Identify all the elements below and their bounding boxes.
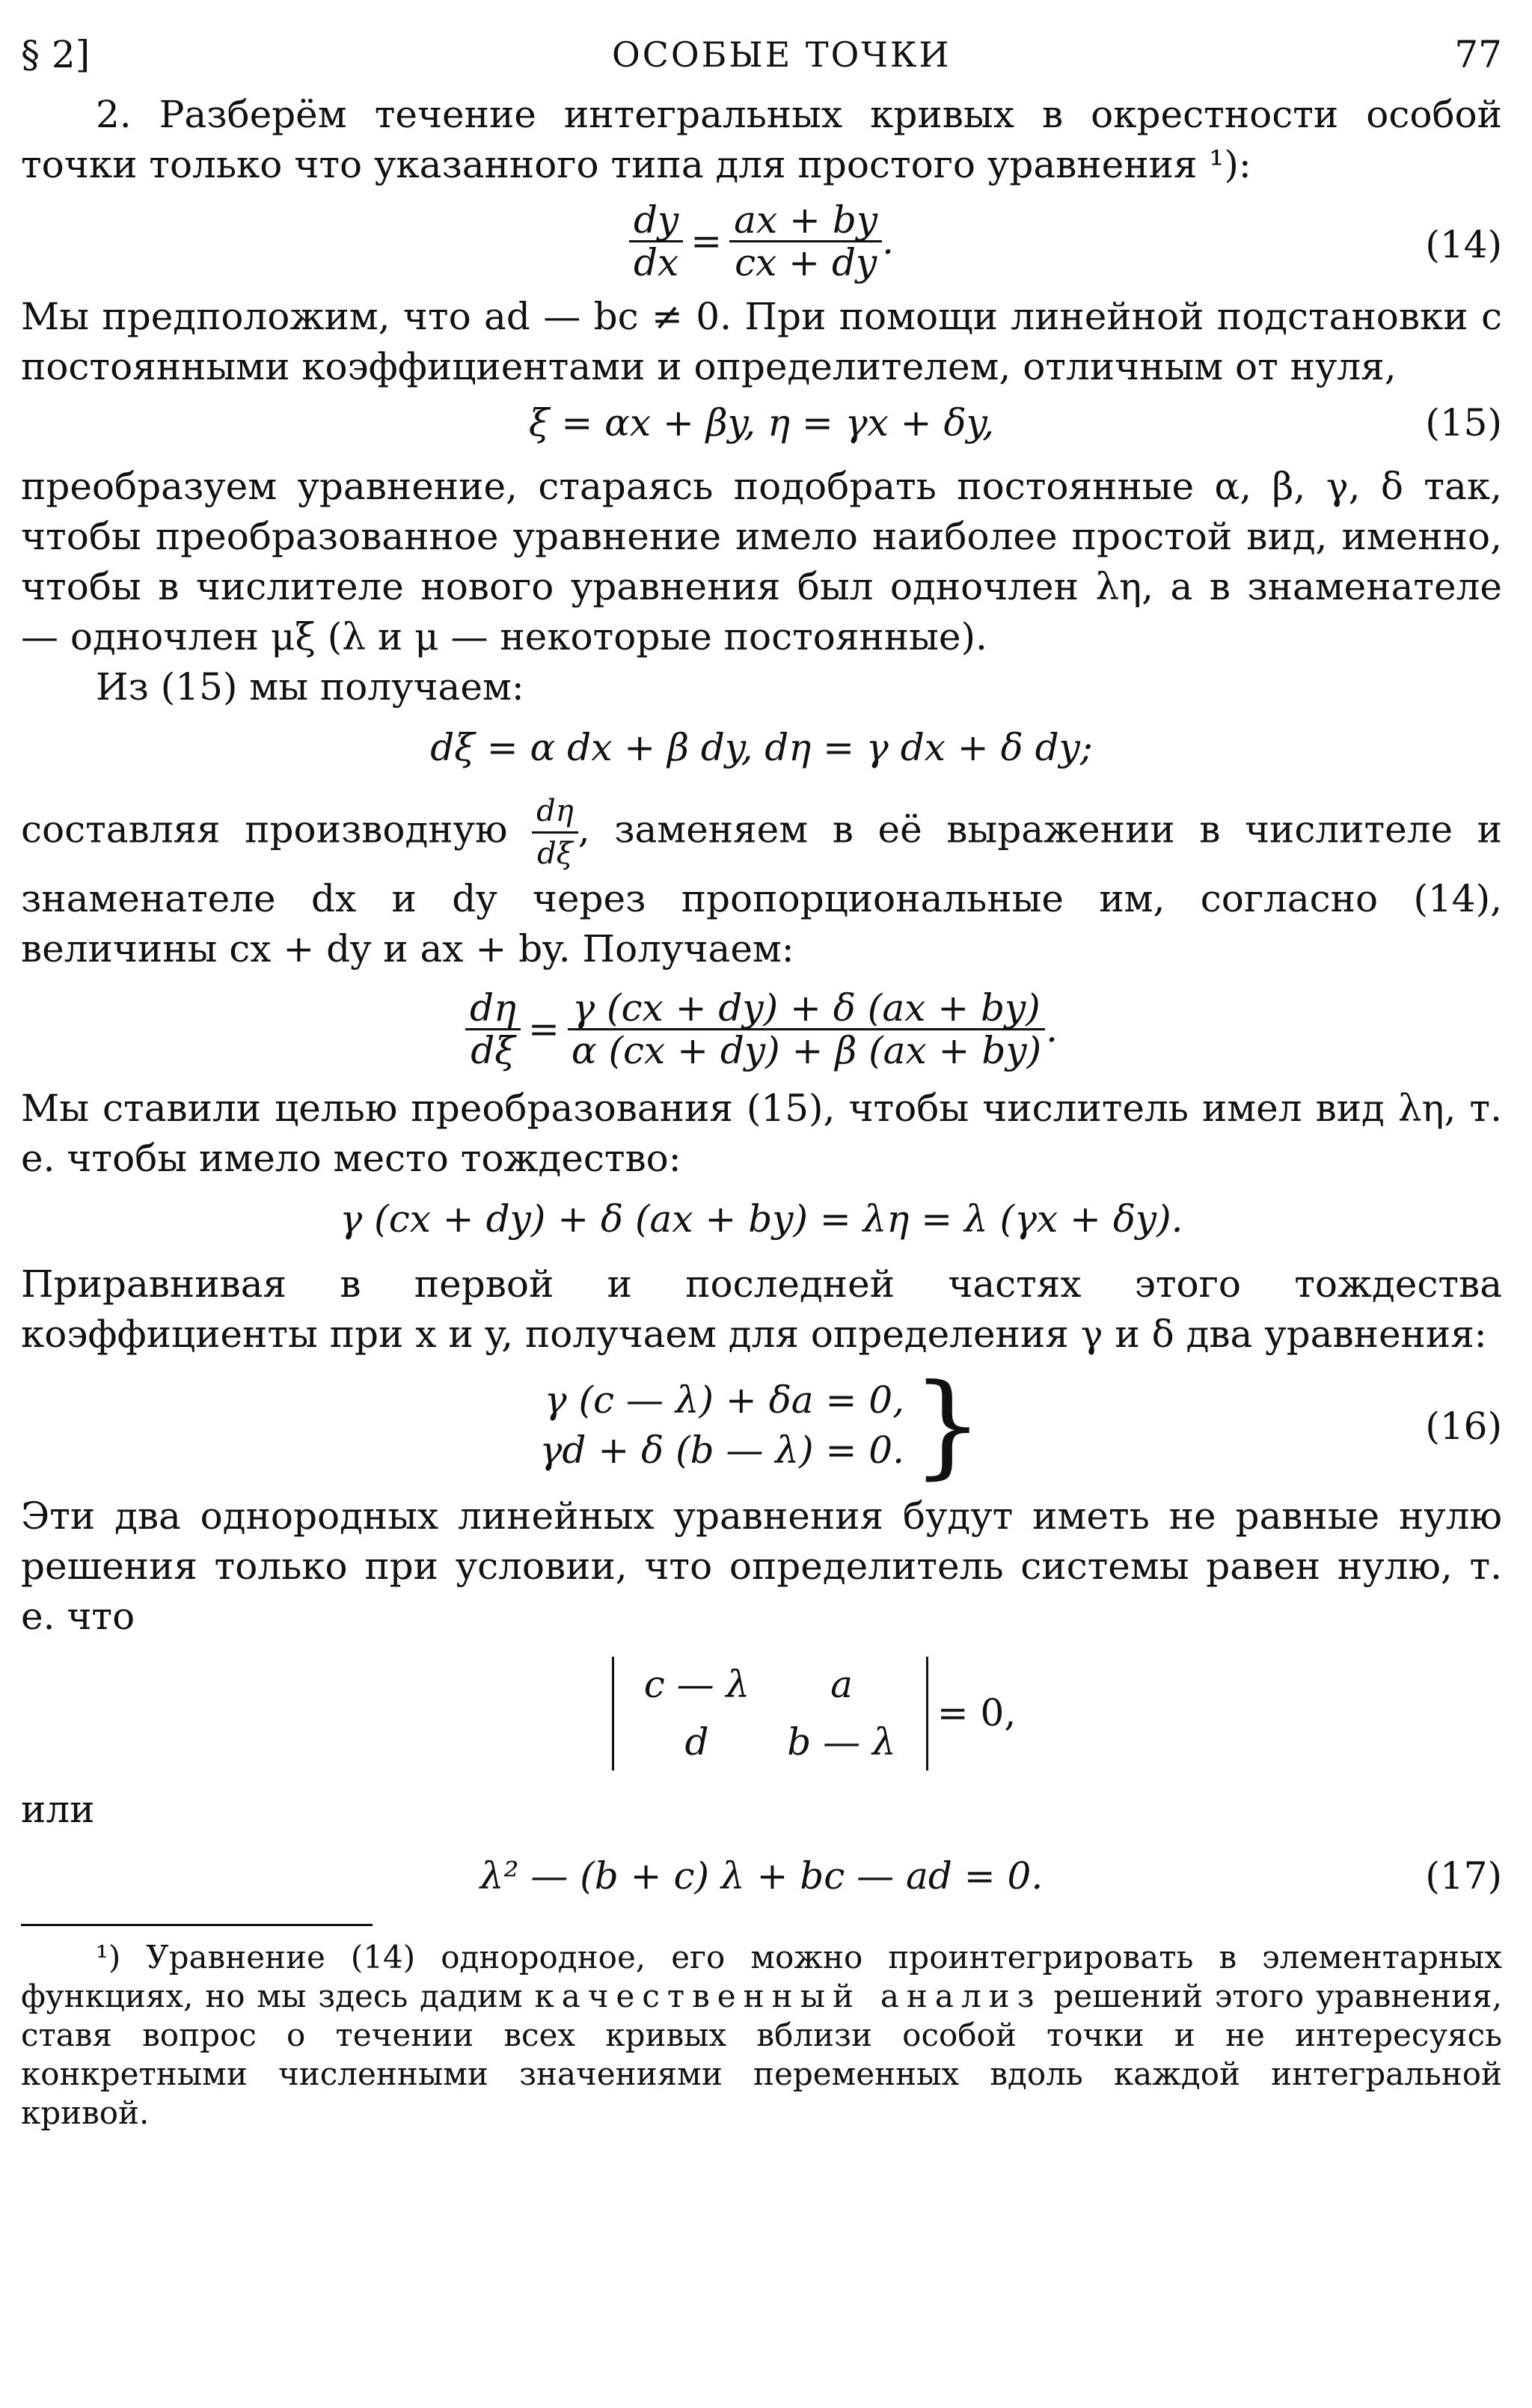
p5-inline-fraction [532, 791, 578, 874]
eq17-number: (17) [1425, 1854, 1502, 1898]
eq16-number: (16) [1425, 1405, 1502, 1448]
footnote-emphasis: качественный анализ [534, 1978, 1042, 2014]
section-marker: § 2] [21, 33, 91, 76]
equation-14: $\frac{dy}{dx}$ = $\frac{ax + by}{cx + dy}$ . (14) [21, 196, 1502, 286]
eq14-lhs-den: dx [634, 240, 679, 284]
paragraph-transform: преобразуем уравнение, стараясь подобрать постоянные α, β, γ, δ так, чтобы преобразованное уравнение имело наиболее простой вид, именно, чтобы в числителе нового уравнения был одночлен λη, а в знаменателе — одночлен μξ (λ и μ — некоторые постоянные). [21, 465, 1502, 658]
equation-17 [21, 1851, 1502, 1901]
eq14-lhs [629, 200, 683, 283]
eq15-body: ξ = αx + βy, η = γx + δy, [528, 401, 995, 444]
footnote-text-before: ¹) Уравнение (14) однородное, его можно проинтегрировать в элементарных функциях, но мы здесь дадим [21, 1939, 1502, 2014]
ratio-lhs [465, 985, 521, 1072]
ratio-lhs-num: dη [465, 988, 521, 1030]
paragraph-or: или [21, 1788, 95, 1831]
det-rhs: = 0, [937, 1691, 1017, 1735]
ratio-rhs-den: α (cx + dy) + β (ax + by) [571, 1028, 1042, 1072]
equation-identity [21, 1194, 1502, 1244]
book-page [21, 30, 1502, 2133]
eq14-number: (14) [1425, 223, 1502, 266]
running-head [21, 30, 1502, 90]
p5-frac-den: dξ [537, 837, 573, 871]
eq14-tail: . [882, 219, 895, 263]
p5-frac-num: dη [532, 791, 578, 834]
eq17-body: λ² — (b + c) λ + bc — ad = 0. [479, 1854, 1044, 1898]
p5-text-b: , заменяем в её выражении в числителе и знаменателе dx и dy через пропорциональные им, согласно (14), величины cx + dy и ax + by. Получаем: [21, 807, 1502, 971]
equation-16 [21, 1360, 1502, 1491]
determinant-equation [21, 1648, 1502, 1779]
footnote-rule [21, 1924, 373, 1926]
p5-text-a: составляя производную [21, 807, 508, 852]
eq15-number: (15) [1425, 401, 1502, 444]
running-title: ОСОБЫЕ ТОЧКИ [612, 34, 952, 75]
det-a12: a [830, 1662, 853, 1706]
equation-ratio: $\frac{d\eta}{d\xi}$ = $\frac{\gamma (cx + dy) + \delta (ax + by)}{\alpha (cx + dy) + \beta (ax + by)}$ . [21, 980, 1502, 1078]
paragraph-derivative [21, 791, 1502, 974]
eq16-system [539, 1360, 984, 1491]
determinant-matrix [612, 1657, 928, 1770]
right-brace: } [912, 1360, 984, 1491]
equation-15 [21, 398, 1502, 448]
footnote [21, 1938, 1502, 2133]
paragraph-goal: Мы ставили целью преобразования (15), чтобы числитель имел вид λη, т. е. чтобы имело место тождество: [21, 1087, 1502, 1180]
paragraph-equating: Приравнивая в первой и последней частях этого тождества коэффициенты при x и y, получаем для определения γ и δ два уравнения: [21, 1262, 1502, 1356]
paragraph-substitution: Мы предположим, что ad — bc ≠ 0. При помощи линейной подстановки с постоянными коэффициентами и определителем, отличным от нуля, [21, 295, 1502, 388]
eq14-rhs-den: cx + dy [735, 240, 877, 284]
paragraph-determinant: Эти два однородных линейных уравнения будут иметь не равные нулю решения только при условии, что определитель системы равен нулю, т. е. что [21, 1494, 1502, 1638]
paragraph-intro: 2. Разберём течение интегральных кривых в окрестности особой точки только что указанного типа для простого уравнения ¹): [21, 93, 1502, 186]
eq16-line2: γd + δ (b — λ) = 0. [539, 1428, 904, 1472]
det-a11: c — λ [643, 1662, 750, 1706]
paragraph-from15: Из (15) мы получаем: [96, 665, 524, 709]
eq14-rhs [729, 200, 882, 283]
eq-diff-body: dξ = α dx + β dy, dη = γ dx + δ dy; [430, 726, 1093, 769]
ratio-tail: . [1046, 1006, 1058, 1051]
eq16-line1: γ (c — λ) + δa = 0, [544, 1378, 904, 1422]
footnote-text-after: решений этого уравнения, ставя вопрос о течении всех кривых вблизи особой точки и не интересуясь конкретными численными значениями переменных вдоль каждой интегральной кривой. [21, 1978, 1503, 2131]
equation-differentials [21, 723, 1502, 773]
determinant [612, 1657, 1016, 1770]
eq14-lhs-num: dy [629, 200, 683, 242]
eq14-rhs-num: ax + by [729, 200, 882, 242]
det-a22: b — λ [787, 1720, 896, 1764]
page-number: 77 [1454, 33, 1502, 76]
det-a21: d [684, 1720, 709, 1764]
ratio-rhs [567, 985, 1046, 1072]
ratio-rhs-num: γ (cx + dy) + δ (ax + by) [568, 988, 1045, 1030]
ratio-lhs-den: dξ [471, 1028, 515, 1072]
identity-body: γ (cx + dy) + δ (ax + by) = λη = λ (γx + δy). [340, 1197, 1183, 1241]
